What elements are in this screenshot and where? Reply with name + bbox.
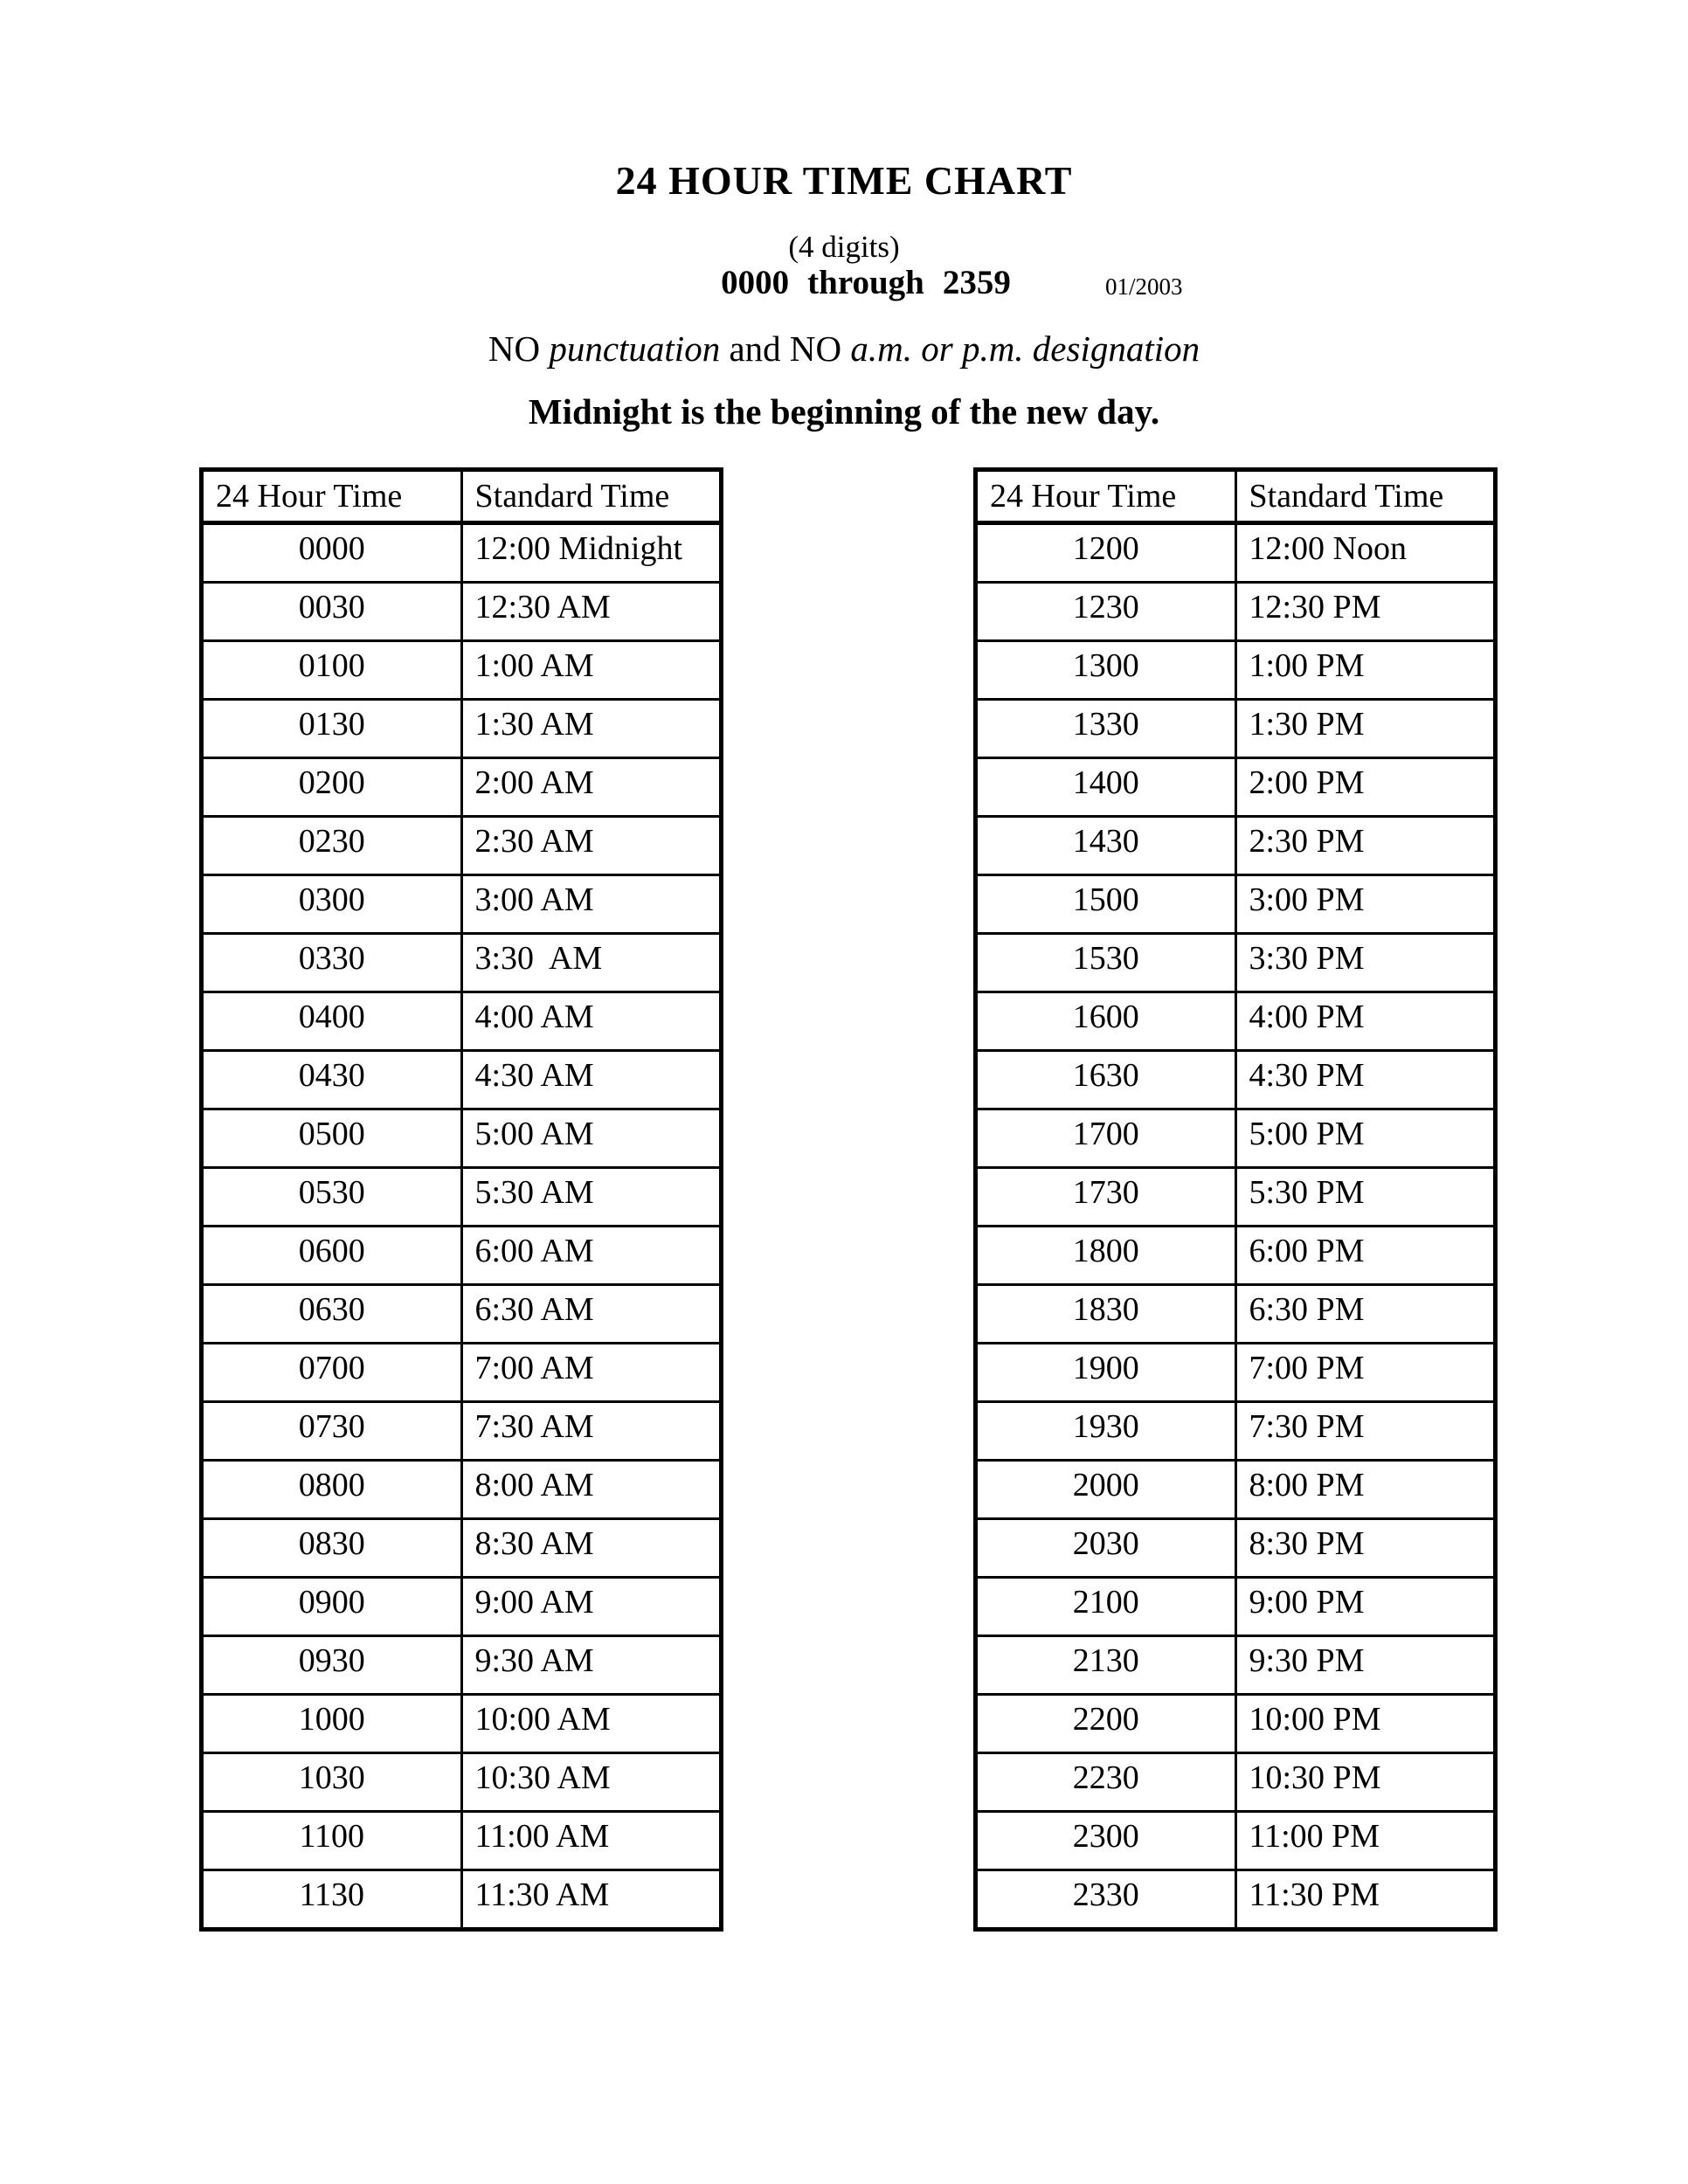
standard-time-cell: 1:30 AM [461, 700, 722, 758]
standard-time-cell: 12:30 PM [1235, 583, 1496, 641]
time-row [202, 700, 722, 758]
time-row [202, 1578, 722, 1636]
time-24hour-cell: 2030 [976, 1519, 1236, 1578]
time-24hour-cell: 1100 [202, 1812, 462, 1870]
time-row [976, 758, 1496, 817]
note-italic-ampm: a.m. or p.m. designation [850, 328, 1200, 369]
time-24hour-cell: 0030 [202, 583, 462, 641]
time-24hour-cell: 0800 [202, 1461, 462, 1519]
time-24hour-cell: 2330 [976, 1870, 1236, 1930]
time-24hour-cell: 1900 [976, 1344, 1236, 1402]
standard-time-cell: 10:00 PM [1235, 1695, 1496, 1753]
time-row [976, 1168, 1496, 1227]
standard-time-cell: 3:30 PM [1235, 934, 1496, 992]
standard-time-cell: 7:00 AM [461, 1344, 722, 1402]
time-row [202, 523, 722, 583]
time-row [202, 1636, 722, 1695]
time-24hour-cell: 2200 [976, 1695, 1236, 1753]
time-24hour-cell: 1430 [976, 817, 1236, 875]
time-row [976, 1753, 1496, 1812]
standard-time-cell: 2:30 AM [461, 817, 722, 875]
header-row [976, 470, 1496, 523]
time-row [976, 817, 1496, 875]
standard-time-cell: 1:30 PM [1235, 700, 1496, 758]
time-row [976, 1695, 1496, 1753]
time-row [976, 1519, 1496, 1578]
time-24hour-cell: 1030 [202, 1753, 462, 1812]
standard-time-cell: 5:00 AM [461, 1109, 722, 1168]
left-table-body [202, 523, 722, 1930]
note-text: and NO [720, 328, 851, 369]
time-row [976, 1285, 1496, 1344]
time-24hour-cell: 1200 [976, 523, 1236, 583]
time-row [202, 1168, 722, 1227]
time-row [202, 817, 722, 875]
time-row [976, 992, 1496, 1051]
standard-time-cell: 4:30 PM [1235, 1051, 1496, 1109]
range-line [22, 263, 1688, 302]
standard-time-cell: 11:30 PM [1235, 1870, 1496, 1930]
time-24hour-cell: 2130 [976, 1636, 1236, 1695]
time-row [976, 1578, 1496, 1636]
standard-time-cell: 3:00 AM [461, 875, 722, 934]
time-24hour-cell: 0130 [202, 700, 462, 758]
time-24hour-cell: 0730 [202, 1402, 462, 1461]
time-24hour-cell: 2300 [976, 1812, 1236, 1870]
time-24hour-cell: 0430 [202, 1051, 462, 1109]
range-start: 0000 [721, 264, 790, 301]
time-row [202, 992, 722, 1051]
note-italic-punctuation: punctuation [549, 328, 721, 369]
time-24hour-cell: 1630 [976, 1051, 1236, 1109]
time-row [976, 875, 1496, 934]
standard-time-cell: 9:00 AM [461, 1578, 722, 1636]
standard-time-cell: 8:30 AM [461, 1519, 722, 1578]
standard-time-cell: 8:00 PM [1235, 1461, 1496, 1519]
time-row [202, 1812, 722, 1870]
revision-date: 01/2003 [1105, 273, 1183, 300]
time-row [202, 641, 722, 700]
left-time-table [199, 467, 723, 1932]
note-text: NO [488, 328, 550, 369]
time-24hour-cell: 0600 [202, 1227, 462, 1285]
standard-time-cell: 5:30 PM [1235, 1168, 1496, 1227]
standard-time-cell: 2:00 PM [1235, 758, 1496, 817]
time-24hour-cell: 0900 [202, 1578, 462, 1636]
time-24hour-cell: 0230 [202, 817, 462, 875]
time-row [976, 1227, 1496, 1285]
standard-time-cell: 12:00 Noon [1235, 523, 1496, 583]
punctuation-note [0, 328, 1688, 370]
standard-time-cell: 6:30 PM [1235, 1285, 1496, 1344]
standard-time-cell: 1:00 AM [461, 641, 722, 700]
time-row [976, 1344, 1496, 1402]
standard-time-cell: 3:00 PM [1235, 875, 1496, 934]
time-row [202, 1344, 722, 1402]
range-end: 2359 [942, 264, 1011, 301]
time-row [202, 1051, 722, 1109]
standard-time-cell: 7:00 PM [1235, 1344, 1496, 1402]
time-24hour-cell: 0930 [202, 1636, 462, 1695]
standard-time-cell: 8:30 PM [1235, 1519, 1496, 1578]
time-row [202, 1461, 722, 1519]
time-24hour-cell: 0300 [202, 875, 462, 934]
time-24hour-cell: 1300 [976, 641, 1236, 700]
time-24hour-cell: 0830 [202, 1519, 462, 1578]
standard-time-cell: 11:30 AM [461, 1870, 722, 1930]
time-24hour-cell: 0630 [202, 1285, 462, 1344]
standard-time-cell: 8:00 AM [461, 1461, 722, 1519]
time-row [976, 523, 1496, 583]
time-row [976, 641, 1496, 700]
time-24hour-cell: 0100 [202, 641, 462, 700]
time-row [976, 1109, 1496, 1168]
time-24hour-cell: 0400 [202, 992, 462, 1051]
time-24hour-cell: 1230 [976, 583, 1236, 641]
time-24hour-cell: 2000 [976, 1461, 1236, 1519]
time-row [202, 1695, 722, 1753]
time-row [976, 1402, 1496, 1461]
digits-note: (4 digits) [788, 230, 900, 264]
col-header-standard: Standard Time [1235, 470, 1496, 523]
time-row [202, 1870, 722, 1930]
time-row [976, 934, 1496, 992]
time-24hour-cell: 0530 [202, 1168, 462, 1227]
time-row [202, 1227, 722, 1285]
time-row [202, 583, 722, 641]
time-24hour-cell: 0330 [202, 934, 462, 992]
time-row [202, 1109, 722, 1168]
time-24hour-cell: 1330 [976, 700, 1236, 758]
time-24hour-cell: 2100 [976, 1578, 1236, 1636]
standard-time-cell: 12:00 Midnight [461, 523, 722, 583]
time-row [202, 1402, 722, 1461]
time-row [976, 1051, 1496, 1109]
time-24hour-cell: 0700 [202, 1344, 462, 1402]
standard-time-cell: 2:30 PM [1235, 817, 1496, 875]
col-header-24hour: 24 Hour Time [976, 470, 1236, 523]
time-row [202, 1519, 722, 1578]
time-row [976, 1636, 1496, 1695]
right-table-body [976, 523, 1496, 1930]
time-row [976, 1870, 1496, 1930]
time-row [976, 1461, 1496, 1519]
time-row [976, 583, 1496, 641]
time-row [202, 1753, 722, 1812]
standard-time-cell: 9:30 PM [1235, 1636, 1496, 1695]
standard-time-cell: 12:30 AM [461, 583, 722, 641]
standard-time-cell: 11:00 AM [461, 1812, 722, 1870]
right-time-table [973, 467, 1498, 1932]
time-24hour-cell: 1000 [202, 1695, 462, 1753]
time-24hour-cell: 0000 [202, 523, 462, 583]
standard-time-cell: 4:00 PM [1235, 992, 1496, 1051]
page-title: 24 HOUR TIME CHART [615, 158, 1073, 203]
time-row [202, 1285, 722, 1344]
standard-time-cell: 2:00 AM [461, 758, 722, 817]
time-row [202, 934, 722, 992]
time-24hour-cell: 1730 [976, 1168, 1236, 1227]
standard-time-cell: 7:30 AM [461, 1402, 722, 1461]
standard-time-cell: 6:00 AM [461, 1227, 722, 1285]
standard-time-cell: 4:00 AM [461, 992, 722, 1051]
standard-time-cell: 9:30 AM [461, 1636, 722, 1695]
midnight-note: Midnight is the beginning of the new day. [528, 391, 1160, 432]
time-24hour-cell: 0500 [202, 1109, 462, 1168]
time-row [976, 1812, 1496, 1870]
standard-time-cell: 6:30 AM [461, 1285, 722, 1344]
time-row [976, 700, 1496, 758]
time-24hour-cell: 1130 [202, 1870, 462, 1930]
standard-time-cell: 10:30 AM [461, 1753, 722, 1812]
time-row [202, 875, 722, 934]
time-24hour-cell: 2230 [976, 1753, 1236, 1812]
time-24hour-cell: 1800 [976, 1227, 1236, 1285]
standard-time-cell: 6:00 PM [1235, 1227, 1496, 1285]
time-24hour-cell: 1530 [976, 934, 1236, 992]
standard-time-cell: 1:00 PM [1235, 641, 1496, 700]
time-24hour-cell: 1600 [976, 992, 1236, 1051]
standard-time-cell: 10:30 PM [1235, 1753, 1496, 1812]
standard-time-cell: 5:30 AM [461, 1168, 722, 1227]
time-24hour-cell: 0200 [202, 758, 462, 817]
time-24hour-cell: 1830 [976, 1285, 1236, 1344]
time-24hour-cell: 1700 [976, 1109, 1236, 1168]
time-24hour-cell: 1400 [976, 758, 1236, 817]
standard-time-cell: 3:30 AM [461, 934, 722, 992]
col-header-24hour: 24 Hour Time [202, 470, 462, 523]
standard-time-cell: 11:00 PM [1235, 1812, 1496, 1870]
header-row [202, 470, 722, 523]
time-row [202, 758, 722, 817]
standard-time-cell: 9:00 PM [1235, 1578, 1496, 1636]
standard-time-cell: 10:00 AM [461, 1695, 722, 1753]
time-24hour-cell: 1930 [976, 1402, 1236, 1461]
standard-time-cell: 4:30 AM [461, 1051, 722, 1109]
range-word: through [807, 264, 924, 301]
standard-time-cell: 5:00 PM [1235, 1109, 1496, 1168]
standard-time-cell: 7:30 PM [1235, 1402, 1496, 1461]
time-24hour-cell: 1500 [976, 875, 1236, 934]
col-header-standard: Standard Time [461, 470, 722, 523]
